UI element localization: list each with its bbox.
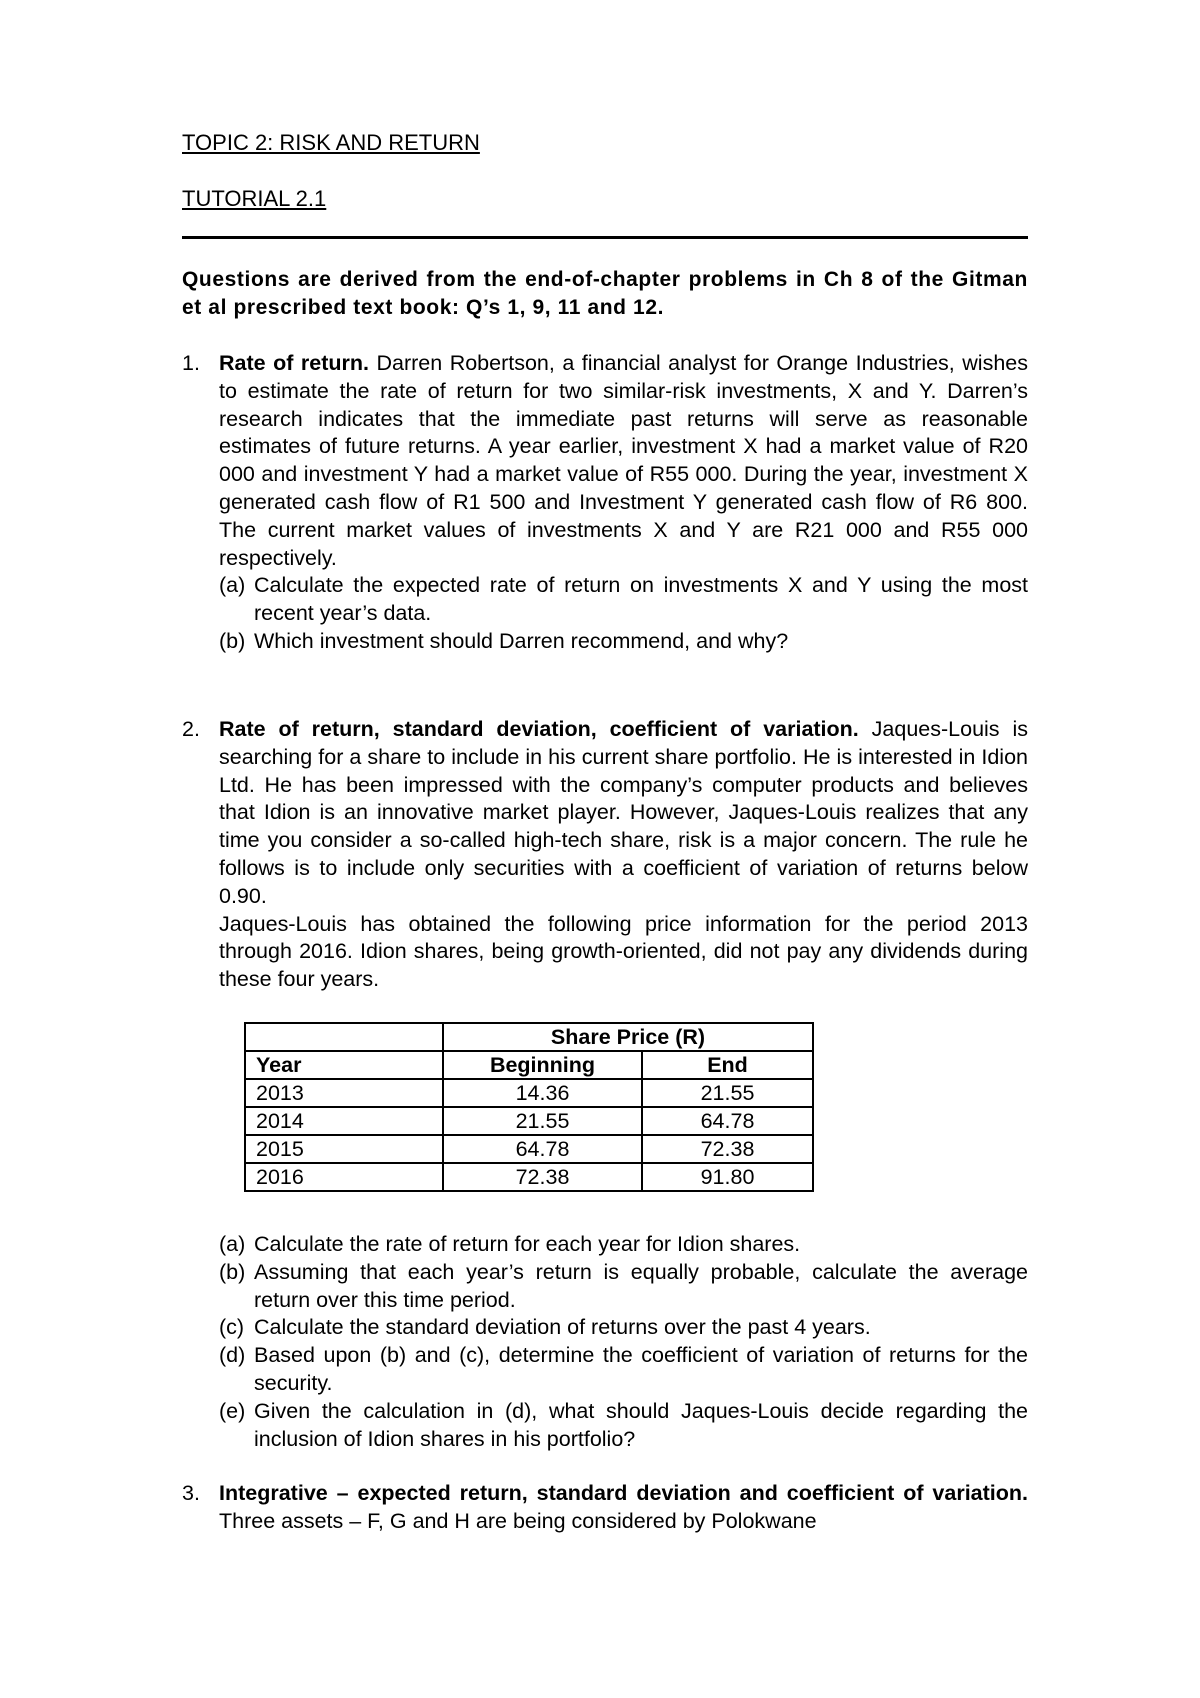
subquestion-text: Calculate the expected rate of return on investments X and Y using the most recent year’s data. <box>254 573 1028 626</box>
table-row <box>245 1107 813 1135</box>
share-price-table <box>244 1022 814 1192</box>
subquestion <box>219 1259 1028 1315</box>
question-2 <box>182 716 1028 994</box>
question-number: 3. <box>182 1481 200 1505</box>
subquestion-label: (e) <box>219 1398 246 1423</box>
table-cell-beginning: 21.55 <box>443 1107 642 1135</box>
subquestion <box>219 1231 1028 1259</box>
subquestion <box>219 1398 1028 1454</box>
table-cell-year: 2014 <box>245 1107 443 1135</box>
table-cell-end: 91.80 <box>642 1163 813 1191</box>
question-title: Rate of return. <box>219 351 369 375</box>
table-cell-beginning: 64.78 <box>443 1135 642 1163</box>
subquestion <box>219 628 1028 656</box>
question-text-2: Jaques-Louis has obtained the following price information for the period 2013 through 2016. Idion shares, being growth-oriented, did not pay any dividends during these four years. <box>219 911 1028 992</box>
table-cell-empty <box>245 1023 443 1051</box>
question-3 <box>182 1480 1028 1536</box>
table-cell-end: 64.78 <box>642 1107 813 1135</box>
table-cell-year: 2015 <box>245 1135 443 1163</box>
table-cell-year: 2013 <box>245 1079 443 1107</box>
subquestion-text: Which investment should Darren recommend, and why? <box>254 628 789 653</box>
subquestion-text: Calculate the rate of return for each year for Idion shares. <box>254 1232 801 1256</box>
question-number: 2. <box>182 717 200 741</box>
table-header-year: Year <box>245 1051 443 1079</box>
table-cell-end: 72.38 <box>642 1135 813 1163</box>
subquestion-label: (a) <box>219 573 246 598</box>
tutorial-heading: TUTORIAL 2.1 <box>182 186 327 211</box>
subquestion-text: Calculate the standard deviation of returns over the past 4 years. <box>254 1315 871 1340</box>
question-2-subquestions <box>219 1231 1028 1453</box>
subquestion-label: (c) <box>219 1315 245 1340</box>
question-title: Integrative – expected return, standard deviation and coefficient of variation. <box>219 1481 1028 1505</box>
question-title: Rate of return, standard deviation, coefficient of variation. <box>219 717 859 741</box>
table-cell-beginning: 72.38 <box>443 1163 642 1191</box>
table-row <box>245 1163 813 1191</box>
subquestion <box>219 1342 1028 1398</box>
subquestion-label: (d) <box>219 1343 246 1368</box>
table-header-beginning: Beginning <box>443 1051 642 1079</box>
subquestion-text: Assuming that each year’s return is equally probable, calculate the average return over this time period. <box>254 1259 1028 1312</box>
table-row <box>245 1079 813 1107</box>
intro-paragraph: Questions are derived from the end-of-chapter problems in Ch 8 of the Gitman et al prescribed text book: Q’s 1, 9, 11 and 12. <box>182 268 1028 319</box>
topic-heading: TOPIC 2: RISK AND RETURN <box>182 130 480 155</box>
question-number: 1. <box>182 351 200 375</box>
table-header-end: End <box>642 1051 813 1079</box>
question-text: Jaques-Louis is searching for a share to include in his current share portfolio. He is interested in Idion Ltd. He has been impressed with the company’s computer products and believes that Idion is an innovative market player. However, Jaques-Louis realizes that any time you consider a so-called high-tech share, risk is a major concern. The rule he follows is to include only securities with a coefficient of variation of returns below 0.90. <box>219 717 1028 908</box>
subquestion-label: (b) <box>219 1259 246 1284</box>
table-cell-end: 21.55 <box>642 1079 813 1107</box>
subquestion-text: Based upon (b) and (c), determine the coefficient of variation of returns for the security. <box>254 1343 1028 1395</box>
horizontal-rule <box>182 236 1028 239</box>
table-group-header: Share Price (R) <box>443 1023 813 1051</box>
table-row <box>245 1135 813 1163</box>
subquestion <box>219 1314 1028 1342</box>
subquestion <box>219 572 1028 628</box>
question-1 <box>182 350 1028 656</box>
subquestion-label: (a) <box>219 1232 246 1256</box>
table-cell-year: 2016 <box>245 1163 443 1191</box>
question-text: Three assets – F, G and H are being considered by Polokwane <box>219 1508 817 1533</box>
subquestion-label: (b) <box>219 628 246 653</box>
question-text: Darren Robertson, a financial analyst for Orange Industries, wishes to estimate the rate of return for two similar-risk investments, X and Y. Darren’s research indicates that the immediate past returns will serve as reasonable estimates of future returns. A year earlier, investment X had a market value of R20 000 and investment Y had a market value of R55 000. During the year, investment X generated cash flow of R1 500 and Investment Y generated cash flow of R6 800. The current market values of investments X and Y are R21 000 and R55 000 respectively. <box>219 351 1028 570</box>
subquestion-text: Given the calculation in (d), what should Jaques-Louis decide regarding the inclusion of Idion shares in his portfolio? <box>254 1398 1028 1451</box>
table-cell-beginning: 14.36 <box>443 1079 642 1107</box>
